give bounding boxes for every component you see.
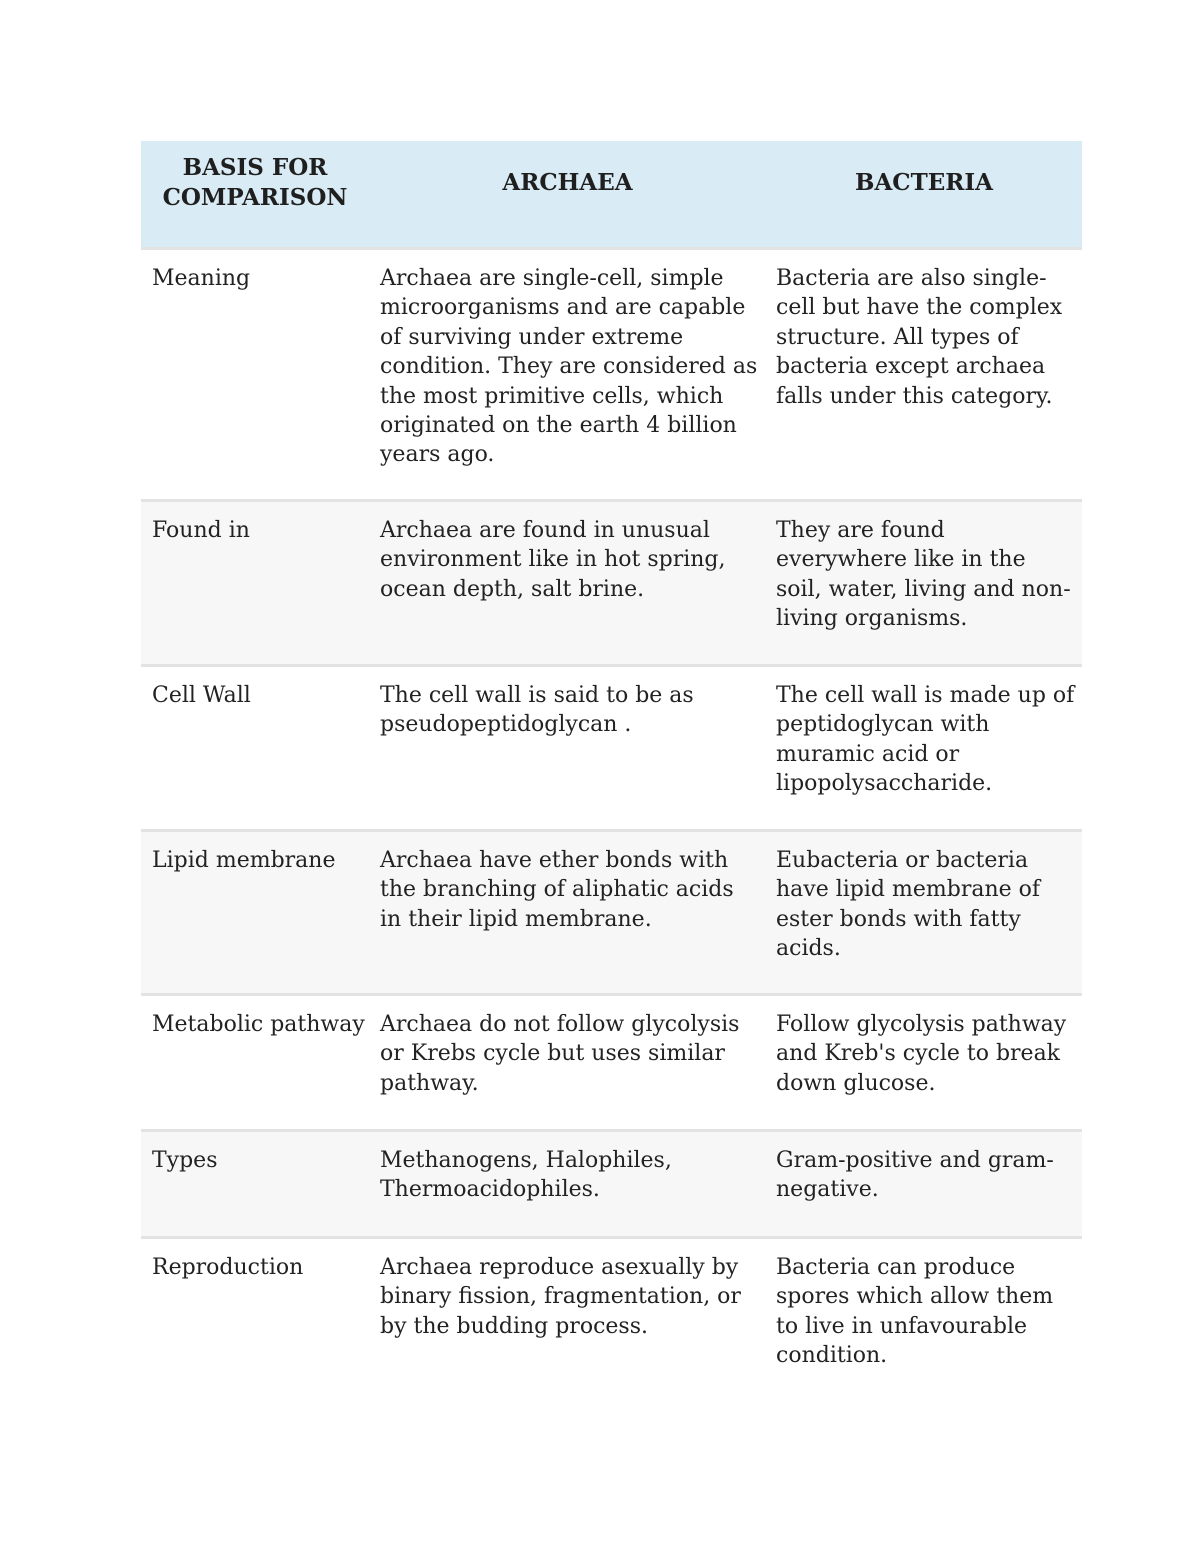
header-archaea-label: ARCHAEA [502, 169, 633, 196]
archaea-cell: Archaea have ether bonds with the branching of aliphatic acids in their lipid membrane. [369, 831, 766, 995]
archaea-cell: The cell wall is said to be as pseudopeptidoglycan . [369, 666, 766, 831]
header-bacteria [766, 141, 1082, 249]
bacteria-cell: Gram-positive and gram-negative. [766, 1131, 1082, 1238]
table-header [141, 141, 1082, 249]
table-row [141, 995, 1082, 1131]
bacteria-cell: They are found everywhere like in the soil, water, living and non-living organisms. [766, 501, 1082, 666]
bacteria-cell: Eubacteria or bacteria have lipid membrane of ester bonds with fatty acids. [766, 831, 1082, 995]
basis-cell: Cell Wall [141, 666, 369, 831]
table-body [141, 249, 1082, 1398]
table-row [141, 1238, 1082, 1398]
table-row [141, 249, 1082, 501]
basis-cell: Lipid membrane [141, 831, 369, 995]
archaea-cell: Methanogens, Halophiles, Thermoacidophiles. [369, 1131, 766, 1238]
table-row [141, 1131, 1082, 1238]
table-row [141, 831, 1082, 995]
table-row [141, 666, 1082, 831]
archaea-cell: Archaea are single-cell, simple microorganisms and are capable of surviving under extreme condition. They are considered as the most primitive cells, which originated on the earth 4 billion years ago. [369, 249, 766, 501]
header-bacteria-label: BACTERIA [855, 169, 993, 196]
basis-cell: Meaning [141, 249, 369, 501]
header-archaea [369, 141, 766, 249]
header-basis-label: BASIS FOR COMPARISON [162, 154, 348, 211]
basis-cell: Reproduction [141, 1238, 369, 1398]
archaea-cell: Archaea do not follow glycolysis or Krebs cycle but uses similar pathway. [369, 995, 766, 1131]
table-row [141, 501, 1082, 666]
header-row [141, 141, 1082, 249]
basis-cell: Types [141, 1131, 369, 1238]
comparison-table [141, 141, 1082, 1398]
basis-cell: Metabolic pathway [141, 995, 369, 1131]
bacteria-cell: Follow glycolysis pathway and Kreb's cycle to break down glucose. [766, 995, 1082, 1131]
bacteria-cell: Bacteria can produce spores which allow them to live in unfavourable condition. [766, 1238, 1082, 1398]
bacteria-cell: The cell wall is made up of peptidoglycan with muramic acid or lipopolysaccharide. [766, 666, 1082, 831]
bacteria-cell: Bacteria are also single-cell but have the complex structure. All types of bacteria except archaea falls under this category. [766, 249, 1082, 501]
archaea-cell: Archaea reproduce asexually by binary fission, fragmentation, or by the budding process. [369, 1238, 766, 1398]
archaea-cell: Archaea are found in unusual environment like in hot spring, ocean depth, salt brine. [369, 501, 766, 666]
header-basis [141, 141, 369, 249]
basis-cell: Found in [141, 501, 369, 666]
